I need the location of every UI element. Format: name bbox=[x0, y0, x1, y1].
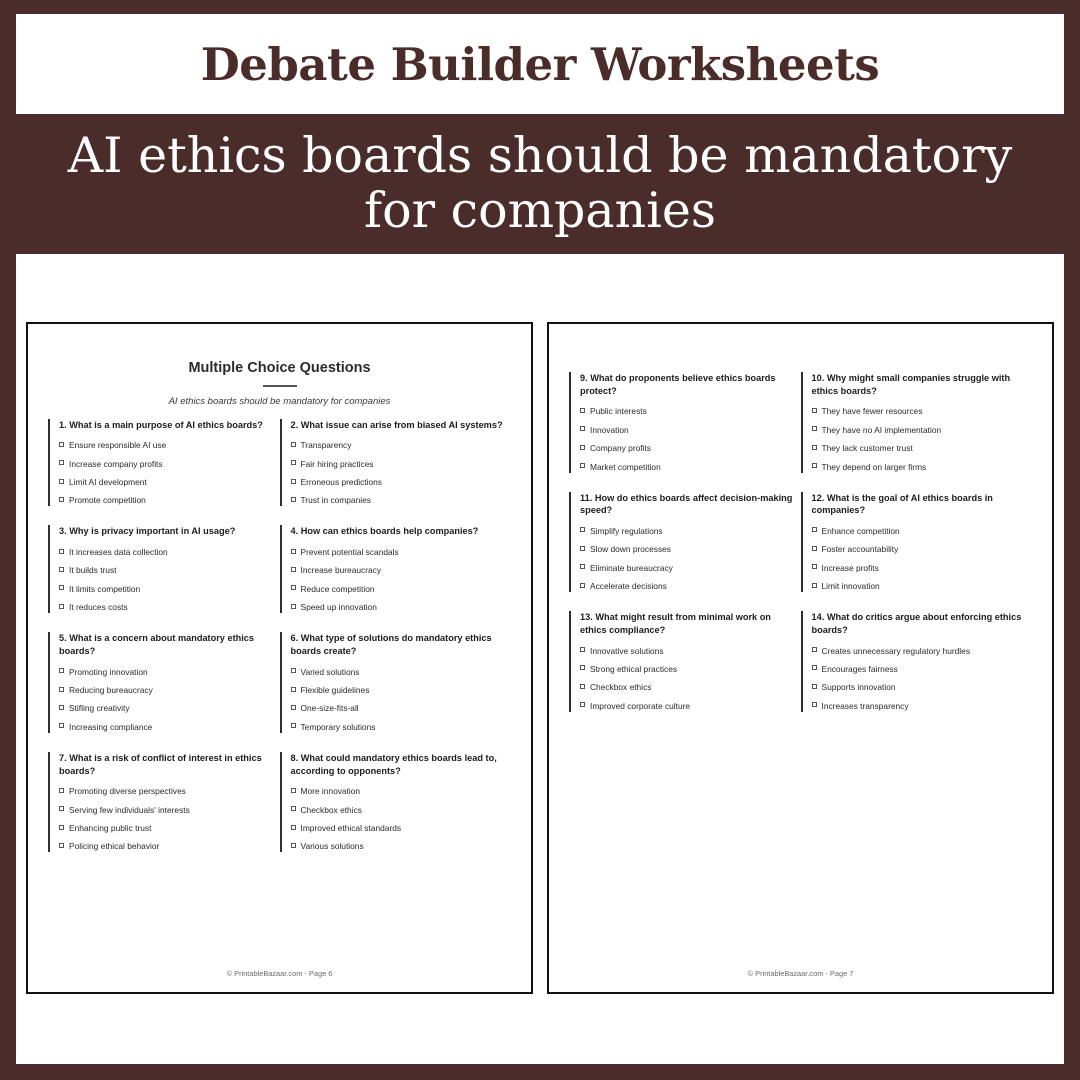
checkbox-icon[interactable] bbox=[59, 825, 64, 830]
question-block bbox=[280, 752, 512, 853]
option-label: One-size-fits-all bbox=[300, 703, 359, 714]
option-item[interactable] bbox=[291, 703, 504, 714]
checkbox-icon[interactable] bbox=[291, 604, 296, 609]
option-item[interactable] bbox=[291, 459, 504, 470]
option-label: They depend on larger firms bbox=[821, 461, 927, 472]
checkbox-icon[interactable] bbox=[291, 460, 296, 465]
option-item[interactable] bbox=[812, 581, 1025, 592]
question-column bbox=[280, 419, 512, 526]
option-label: Speed up innovation bbox=[300, 602, 377, 613]
option-label: Simplify regulations bbox=[590, 525, 663, 536]
worksheet-sheet-1 bbox=[26, 322, 533, 994]
question-column bbox=[48, 752, 280, 872]
option-label: Slow down processes bbox=[590, 544, 671, 555]
option-item[interactable] bbox=[812, 664, 1025, 675]
checkbox-icon[interactable] bbox=[291, 668, 296, 673]
option-label: It builds trust bbox=[69, 565, 117, 576]
question-block bbox=[801, 611, 1033, 712]
question-block bbox=[569, 492, 801, 593]
option-item[interactable] bbox=[59, 786, 272, 797]
option-label: They lack customer trust bbox=[821, 443, 913, 454]
question-text: 2. What issue can arise from biased AI systems? bbox=[290, 419, 503, 430]
option-item[interactable] bbox=[812, 406, 1025, 417]
checkbox-icon[interactable] bbox=[291, 687, 296, 692]
checkbox-icon[interactable] bbox=[812, 463, 817, 468]
question-text: 12. What is the goal of AI ethics boards in companies? bbox=[811, 492, 993, 516]
checkbox-icon[interactable] bbox=[291, 788, 296, 793]
checkbox-icon[interactable] bbox=[291, 442, 296, 447]
checkbox-icon[interactable] bbox=[291, 585, 296, 590]
option-label: Transparency bbox=[300, 440, 352, 451]
checkbox-icon[interactable] bbox=[59, 788, 64, 793]
option-item[interactable] bbox=[291, 805, 504, 816]
question-column bbox=[280, 525, 512, 632]
checkbox-icon[interactable] bbox=[580, 684, 585, 689]
checkbox-icon[interactable] bbox=[580, 564, 585, 569]
option-item[interactable] bbox=[580, 701, 793, 712]
option-label: Various solutions bbox=[300, 841, 364, 852]
question-text: 1. What is a main purpose of AI ethics boards? bbox=[59, 419, 263, 430]
option-item[interactable] bbox=[291, 440, 504, 451]
option-label: Trust in companies bbox=[300, 495, 371, 506]
question-column bbox=[280, 752, 512, 872]
option-item[interactable] bbox=[59, 584, 272, 595]
option-label: Company profits bbox=[590, 443, 651, 454]
option-label: Accelerate decisions bbox=[590, 581, 667, 592]
checkbox-icon[interactable] bbox=[580, 426, 585, 431]
question-block bbox=[801, 492, 1033, 593]
checkbox-icon[interactable] bbox=[59, 843, 64, 848]
divider bbox=[263, 385, 297, 387]
option-label: Reducing bureaucracy bbox=[69, 685, 153, 696]
option-item[interactable] bbox=[580, 563, 793, 574]
option-label: Improved ethical standards bbox=[300, 823, 402, 834]
option-item[interactable] bbox=[291, 565, 504, 576]
option-label: Public interests bbox=[590, 406, 647, 417]
checkbox-icon[interactable] bbox=[59, 705, 64, 710]
worksheet-sheet-2 bbox=[547, 322, 1054, 994]
option-label: Increase profits bbox=[821, 562, 879, 573]
option-item[interactable] bbox=[291, 584, 504, 595]
sheet-1-footer: © PrintableBazaar.com - Page 6 bbox=[226, 969, 333, 978]
option-label: Creates unnecessary regulatory hurdles bbox=[821, 645, 971, 656]
checkbox-icon[interactable] bbox=[812, 684, 817, 689]
option-label: It increases data collection bbox=[69, 547, 168, 558]
question-block bbox=[280, 419, 512, 507]
option-item[interactable] bbox=[580, 526, 793, 537]
option-label: Promoting innovation bbox=[69, 666, 148, 677]
option-label: Increase company profits bbox=[69, 458, 163, 469]
option-label: Increasing compliance bbox=[69, 721, 153, 732]
checkbox-icon[interactable] bbox=[812, 702, 817, 707]
option-label: It limits competition bbox=[69, 583, 141, 594]
question-block bbox=[801, 372, 1033, 473]
question-block bbox=[569, 611, 801, 712]
option-item[interactable] bbox=[580, 682, 793, 693]
option-label: Prevent potential scandals bbox=[300, 547, 399, 558]
option-item[interactable] bbox=[59, 667, 272, 678]
question-grid-2 bbox=[569, 372, 1032, 731]
checkbox-icon[interactable] bbox=[59, 549, 64, 554]
option-item[interactable] bbox=[291, 685, 504, 696]
question-text: 10. Why might small companies struggle with ethics boards? bbox=[811, 373, 1011, 396]
option-item[interactable] bbox=[580, 443, 793, 454]
question-text: 9. What do proponents believe ethics boards protect? bbox=[580, 373, 776, 396]
checkbox-icon[interactable] bbox=[812, 445, 817, 450]
question-block bbox=[48, 752, 280, 853]
option-label: Increase bureaucracy bbox=[300, 565, 382, 576]
option-item[interactable] bbox=[580, 646, 793, 657]
option-label: Supports innovation bbox=[821, 682, 896, 693]
question-text: 5. What is a concern about mandatory ethics boards? bbox=[59, 633, 255, 656]
option-label: Limit innovation bbox=[821, 581, 880, 592]
option-item[interactable] bbox=[580, 664, 793, 675]
option-item[interactable] bbox=[812, 701, 1025, 712]
option-label: Stifling creativity bbox=[69, 703, 130, 714]
checkbox-icon[interactable] bbox=[291, 549, 296, 554]
question-column bbox=[48, 419, 280, 526]
question-text: 7. What is a risk of conflict of interest in ethics boards? bbox=[59, 752, 262, 776]
option-item[interactable] bbox=[59, 602, 272, 613]
checkbox-icon[interactable] bbox=[580, 647, 585, 652]
checkbox-icon[interactable] bbox=[812, 665, 817, 670]
option-label: They have no AI implementation bbox=[821, 424, 942, 435]
question-text: 8. What could mandatory ethics boards lead to, according to opponents? bbox=[290, 752, 497, 776]
checkbox-icon[interactable] bbox=[59, 585, 64, 590]
question-column bbox=[801, 611, 1033, 731]
question-column bbox=[801, 492, 1033, 612]
question-block bbox=[48, 419, 280, 507]
option-item[interactable] bbox=[291, 495, 504, 506]
option-item[interactable] bbox=[812, 563, 1025, 574]
option-label: Varied solutions bbox=[300, 666, 360, 677]
option-item[interactable] bbox=[59, 703, 272, 714]
question-text: 3. Why is privacy important in AI usage? bbox=[59, 526, 236, 537]
checkbox-icon[interactable] bbox=[580, 527, 585, 532]
sheet-1-title: Multiple Choice Questions bbox=[188, 360, 371, 376]
checkbox-icon[interactable] bbox=[580, 702, 585, 707]
option-item[interactable] bbox=[812, 526, 1025, 537]
checkbox-icon[interactable] bbox=[291, 825, 296, 830]
checkbox-icon[interactable] bbox=[812, 426, 817, 431]
checkbox-icon[interactable] bbox=[580, 583, 585, 588]
option-label: Encourages fairness bbox=[821, 663, 898, 674]
option-item[interactable] bbox=[812, 425, 1025, 436]
question-column bbox=[48, 525, 280, 632]
option-item[interactable] bbox=[291, 667, 504, 678]
checkbox-icon[interactable] bbox=[291, 567, 296, 572]
checkbox-icon[interactable] bbox=[59, 567, 64, 572]
checkbox-icon[interactable] bbox=[291, 723, 296, 728]
option-label: Limit AI development bbox=[69, 477, 147, 488]
option-label: Enhance competition bbox=[821, 525, 900, 536]
option-item[interactable] bbox=[59, 547, 272, 558]
checkbox-icon[interactable] bbox=[580, 546, 585, 551]
option-item[interactable] bbox=[291, 477, 504, 488]
question-block bbox=[280, 525, 512, 613]
checkbox-icon[interactable] bbox=[59, 479, 64, 484]
sheet-2-footer: © PrintableBazaar.com - Page 7 bbox=[747, 969, 854, 978]
option-item[interactable] bbox=[59, 722, 272, 733]
question-text: 4. How can ethics boards help companies? bbox=[290, 526, 479, 537]
checkbox-icon[interactable] bbox=[59, 668, 64, 673]
question-column bbox=[801, 372, 1033, 492]
option-label: Enhancing public trust bbox=[69, 823, 152, 834]
checkbox-icon[interactable] bbox=[291, 705, 296, 710]
checkbox-icon[interactable] bbox=[59, 460, 64, 465]
option-item[interactable] bbox=[580, 406, 793, 417]
sheets-container bbox=[26, 322, 1054, 994]
option-item[interactable] bbox=[59, 440, 272, 451]
option-item[interactable] bbox=[291, 823, 504, 834]
option-label: They have fewer resources bbox=[821, 406, 923, 417]
option-item[interactable] bbox=[291, 722, 504, 733]
option-label: Foster accountability bbox=[821, 544, 899, 555]
checkbox-icon[interactable] bbox=[59, 723, 64, 728]
question-text: 11. How do ethics boards affect decision-making speed? bbox=[580, 492, 793, 516]
title-band bbox=[16, 14, 1064, 114]
sheet-1-subtitle: AI ethics boards should be mandatory for companies bbox=[168, 395, 391, 407]
option-item[interactable] bbox=[59, 823, 272, 834]
checkbox-icon[interactable] bbox=[59, 442, 64, 447]
page-title: Debate Builder Worksheets bbox=[200, 37, 880, 91]
option-item[interactable] bbox=[59, 495, 272, 506]
checkbox-icon[interactable] bbox=[291, 806, 296, 811]
option-item[interactable] bbox=[580, 581, 793, 592]
option-label: Fair hiring practices bbox=[300, 458, 374, 469]
option-item[interactable] bbox=[59, 841, 272, 852]
option-label: Innovative solutions bbox=[590, 645, 664, 656]
checkbox-icon[interactable] bbox=[59, 497, 64, 502]
option-item[interactable] bbox=[59, 805, 272, 816]
question-text: 6. What type of solutions do mandatory ethics boards create? bbox=[290, 633, 492, 656]
option-item[interactable] bbox=[291, 841, 504, 852]
option-item[interactable] bbox=[291, 786, 504, 797]
option-label: Reduce competition bbox=[300, 583, 375, 594]
debate-topic: AI ethics boards should be mandatory for companies bbox=[67, 127, 1013, 239]
option-item[interactable] bbox=[580, 544, 793, 555]
option-label: Policing ethical behavior bbox=[69, 841, 160, 852]
option-item[interactable] bbox=[580, 425, 793, 436]
option-label: Innovation bbox=[590, 424, 629, 435]
option-label: Promoting diverse perspectives bbox=[69, 786, 186, 797]
checkbox-icon[interactable] bbox=[812, 583, 817, 588]
option-label: Erroneous predictions bbox=[300, 477, 382, 488]
option-item[interactable] bbox=[291, 547, 504, 558]
option-item[interactable] bbox=[812, 646, 1025, 657]
option-item[interactable] bbox=[59, 685, 272, 696]
spacer bbox=[569, 344, 1032, 366]
checkbox-icon[interactable] bbox=[59, 604, 64, 609]
option-item[interactable] bbox=[812, 462, 1025, 473]
checkbox-icon[interactable] bbox=[580, 445, 585, 450]
question-grid-1 bbox=[48, 419, 511, 872]
subtitle-band bbox=[16, 114, 1064, 254]
checkbox-icon[interactable] bbox=[812, 408, 817, 413]
question-column bbox=[569, 492, 801, 612]
option-label: Serving few individuals' interests bbox=[69, 804, 190, 815]
option-label: Flexible guidelines bbox=[300, 685, 370, 696]
checkbox-icon[interactable] bbox=[812, 564, 817, 569]
question-column bbox=[569, 611, 801, 731]
checkbox-icon[interactable] bbox=[291, 497, 296, 502]
option-item[interactable] bbox=[812, 544, 1025, 555]
question-block bbox=[48, 525, 280, 613]
option-label: Checkbox ethics bbox=[300, 804, 362, 815]
question-text: 13. What might result from minimal work on ethics compliance? bbox=[580, 612, 771, 635]
option-label: Promote competition bbox=[69, 495, 146, 506]
option-label: It reduces costs bbox=[69, 602, 128, 613]
question-text: 14. What do critics argue about enforcing ethics boards? bbox=[811, 612, 1022, 635]
checkbox-icon[interactable] bbox=[580, 463, 585, 468]
option-item[interactable] bbox=[291, 602, 504, 613]
question-column bbox=[48, 632, 280, 752]
option-item[interactable] bbox=[812, 443, 1025, 454]
checkbox-icon[interactable] bbox=[812, 546, 817, 551]
option-item[interactable] bbox=[59, 459, 272, 470]
checkbox-icon[interactable] bbox=[580, 408, 585, 413]
option-label: Strong ethical practices bbox=[590, 663, 678, 674]
question-column bbox=[280, 632, 512, 752]
option-label: Checkbox ethics bbox=[590, 682, 652, 693]
checkbox-icon[interactable] bbox=[580, 665, 585, 670]
checkbox-icon[interactable] bbox=[291, 843, 296, 848]
option-label: Increases transparency bbox=[821, 700, 909, 711]
option-item[interactable] bbox=[812, 682, 1025, 693]
option-item[interactable] bbox=[59, 477, 272, 488]
checkbox-icon[interactable] bbox=[812, 527, 817, 532]
question-column bbox=[569, 372, 801, 492]
option-label: Eliminate bureaucracy bbox=[590, 562, 673, 573]
option-label: More innovation bbox=[300, 786, 361, 797]
checkbox-icon[interactable] bbox=[59, 806, 64, 811]
checkbox-icon[interactable] bbox=[812, 647, 817, 652]
option-label: Improved corporate culture bbox=[590, 700, 691, 711]
option-label: Temporary solutions bbox=[300, 721, 376, 732]
option-label: Ensure responsible AI use bbox=[69, 440, 167, 451]
worksheet-canvas bbox=[16, 254, 1064, 1064]
option-item[interactable] bbox=[59, 565, 272, 576]
question-block bbox=[280, 632, 512, 733]
question-block bbox=[48, 632, 280, 733]
option-label: Market competition bbox=[590, 461, 661, 472]
checkbox-icon[interactable] bbox=[59, 687, 64, 692]
question-block bbox=[569, 372, 801, 473]
option-item[interactable] bbox=[580, 462, 793, 473]
checkbox-icon[interactable] bbox=[291, 479, 296, 484]
